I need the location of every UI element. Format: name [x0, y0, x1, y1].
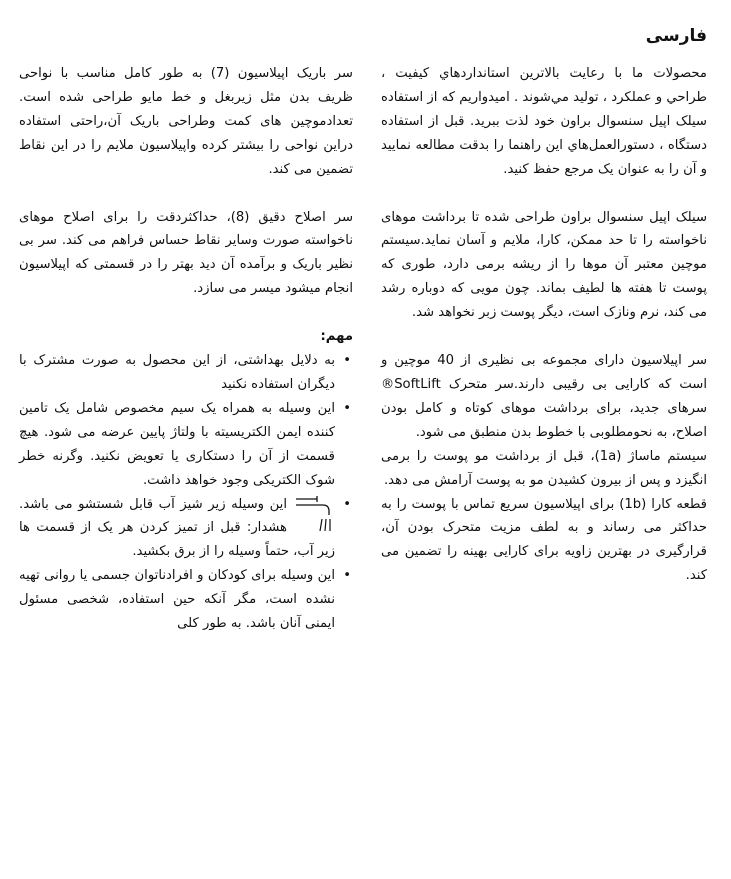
right-column: [381, 62, 707, 588]
washable-under-tap-icon: [293, 495, 333, 535]
epilation-head-paragraph: سر اپیلاسیون دارای مجموعه بی نظیری از 40 موچین و است که کارایی بی رقیبی دارند.سر متحرک SoftLift® سرهای جدید، برای برداشت موهای کوتاه و کامل بودن اصلاح، به نحومطلوبی با خطوط بدن منطبق می شود.: [381, 353, 707, 440]
bullet-icon: •: [343, 496, 351, 512]
list-item: [19, 397, 353, 493]
bullet-icon: •: [343, 400, 351, 416]
bullet-icon: •: [343, 353, 351, 369]
important-notes-list: [19, 349, 353, 636]
slim-head-paragraph: سر باریک اپیلاسیون (7) به طور کامل مناسب با نواحی ظریف بدن مثل زیربغل و خط مایو طراحی شده است. تعدادموچین های کمت وطراحی باریک آن،راحتی استفاده دراین نواحی را بیشتر کرده واپیلاسیون ملایم را در این نقاط تضمین می کند.: [19, 66, 353, 177]
list-item-text: به دلایل بهداشتی، از این محصول به صورت مشترک با دیگران استفاده نکنید: [19, 353, 335, 392]
efficiency-cap-paragraph: قطعه کارا (1b) برای اپیلاسیون سریع تماس با پوست را به حداکثر می رساند و به لطف مزیت متحرک بودن آن، قرارگیری در بهترین زاویه برای کارایی بهینه را تضمین می کند.: [381, 496, 707, 584]
list-item-text: این وسیله به همراه یک سیم مخصوص شامل یک تامین کننده ایمن الکتریسیته با ولتاژ پایین عرضه می شود. هیچ قسمت از آن را دستکاری یا تعویض نکنید. وگرنه خطر شوک الکتریکی وجود خواهد داشت.: [19, 400, 335, 488]
page-title: فارسی: [645, 26, 707, 46]
list-item: [19, 564, 353, 636]
massage-system-paragraph: سیستم ماساژ (1a)، قبل از برداشت مو پوست را برمی انگیزد و پس از بیرون کشیدن مو به پوست آرامش می دهد.: [381, 448, 707, 488]
precision-trimmer-paragraph: سر اصلاح دقیق (8)، حداکثردقت را برای اصلاح موهای ناخواسته صورت وسایر نقاط حساس فراهم می کند. سر بی نظیر باریک و برآمده آن دید بهتر را در قسمتی که اپیلاسیون انجام میشود میسر می سازد.: [19, 209, 353, 297]
list-item-text: این وسیله زیر شیز آب قابل شستشو می باشد. هشدار: قبل از تمیز کردن هر یک از قسمت ها زیر آب، حتماً وسیله را از برق بکشید.: [19, 496, 335, 560]
silk-epil-paragraph: سیلک اپیل سنسوال براون طراحی شده تا برداشت موهای ناخواسته را تا حد ممکن، کارا، ملایم و آسان نماید.سیستم موچین معتبر آن موها را از ریشه برمی دارد، طوری که پوست تا هفته ها لطیف بماند. چون مویی که دوباره رشد می کند، نرم ونازک است، دیگر پوست زبر نخواهد شد.: [381, 209, 707, 321]
bullet-icon: •: [343, 568, 351, 584]
intro-paragraph: محصولات ما با رعايت بالاترين استانداردهاي كيفيت ، طراحي و عملكرد ، توليد مي‌شوند . اميدواريم كه از استفاده سيلک اپیل سنسوال براون خود لذت ببريد. قبل از استفاده دستگاه ، دستورالعمل‌هاي اين راهنما را بدقت مطالعه نماييد و آن را به عنوان یک مرجع حفظ کنید.: [381, 66, 707, 177]
list-item: [19, 349, 353, 397]
list-item-text: این وسیله برای کودکان و افرادناتوان جسمی یا روانی تهیه نشده است، مگر آنکه حین استفاده، شخصی مسئول ایمنی آنان باشد. به طور کلی: [19, 568, 335, 632]
important-heading: مهم:: [320, 329, 353, 345]
left-column: [19, 62, 353, 636]
list-item: [19, 493, 353, 565]
